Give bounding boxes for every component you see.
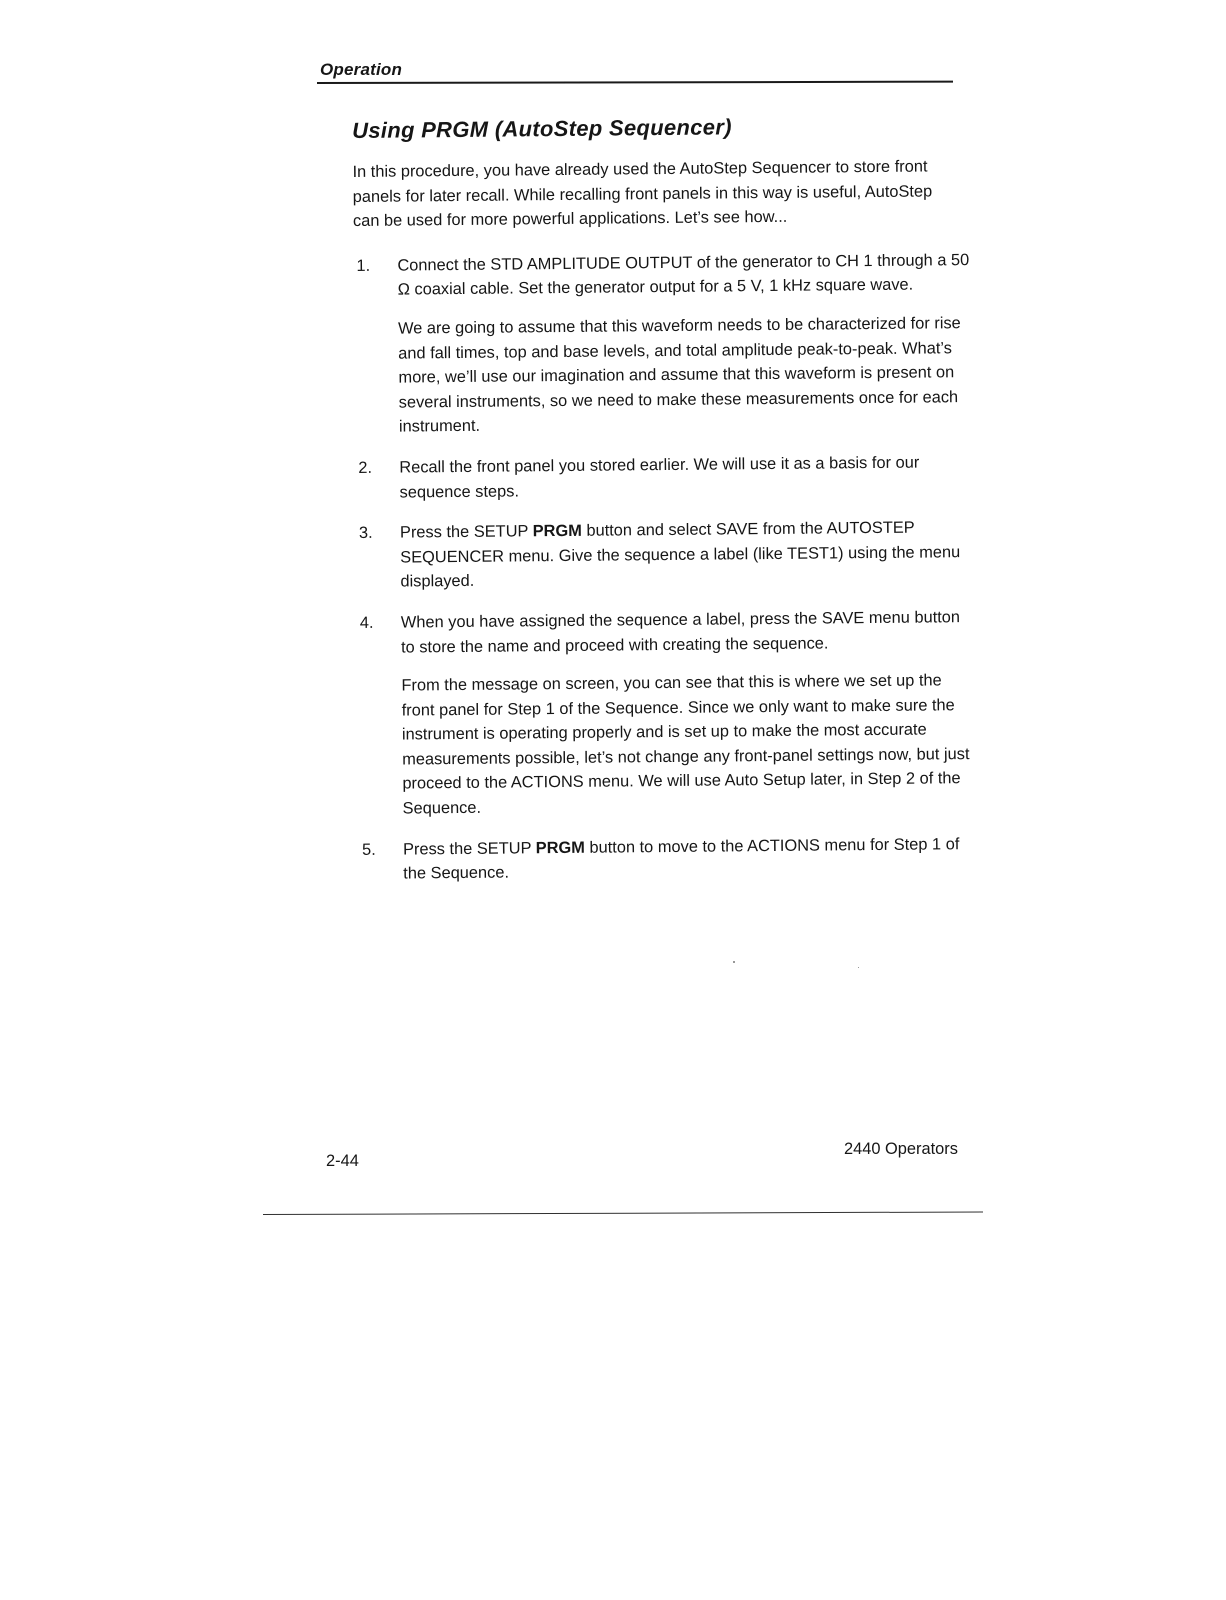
step-4	[357, 605, 979, 822]
procedure-steps	[353, 248, 979, 887]
header-rule	[317, 81, 953, 84]
step-text-before: Press the SETUP	[402, 838, 536, 859]
page-number: 2-44	[326, 1152, 359, 1170]
step-5	[359, 832, 979, 887]
intro-paragraph: In this procedure, you have already used the AutoStep Sequencer to store front panels for later recall. While recalling front panels in this way is useful, AutoStep can be used for more powerful applications. Let’s see how...	[352, 157, 933, 231]
section-title: Using PRGM (AutoStep Sequencer)	[352, 114, 732, 143]
step-text: When you have assigned the sequence a label, press the SAVE menu button to store the name and proceed with creating the sequence.	[400, 608, 961, 657]
step-1	[353, 248, 975, 440]
prgm-button-name: PRGM	[535, 838, 585, 857]
step-text-after: button to move to the ACTIONS menu for Step 1 of the Sequence.	[403, 834, 960, 883]
step-number: 2.	[358, 458, 373, 477]
step-text	[400, 515, 977, 594]
step-3	[356, 515, 977, 595]
step-number: 1.	[356, 256, 371, 275]
running-head: Operation	[320, 60, 403, 79]
step-text: Recall the front panel you stored earlier. We will use it as a basis for our sequence steps.	[399, 453, 920, 502]
step-number: 4.	[359, 613, 374, 632]
step-number: 5.	[361, 840, 376, 859]
scan-speck	[858, 967, 859, 968]
scan-speck	[733, 961, 735, 963]
step-text-before: Press the SETUP	[399, 522, 533, 542]
step-number: 3.	[358, 523, 373, 543]
footer-rule	[263, 1211, 983, 1215]
step-text: Connect the STD AMPLITUDE OUTPUT of the generator to CH 1 through a 50 Ω coaxial cable. Set the generator output for a 5 V, 1 kHz square wave.	[397, 250, 970, 299]
step-note: We are going to assume that this waveform needs to be characterized for rise and fall times, top and base levels, and total amplitude peak-to-peak. What’s more, we’ll use our imagination and assume that this waveform is present on several instruments, so we need to make these measurements once for each instrument.	[397, 314, 961, 436]
step-note: From the message on screen, you can see that this is where we set up the front panel for Step 1 of the Sequence. Since we only want to make sure the instrument is operating properly and is set up to make the most accurate measurements possible, let’s not change any front-panel settings now, but just proceed to the ACTIONS menu. We will use Auto Setup later, in Step 2 of the Sequence.	[401, 671, 970, 818]
step-text-after: button and select SAVE from the AUTOSTEP SEQUENCER menu. Give the sequence a label (like TEST1) using the menu displayed.	[400, 518, 961, 591]
step-text	[403, 832, 979, 887]
step-2	[355, 450, 975, 505]
prgm-button-name: PRGM	[532, 521, 582, 541]
page-content	[352, 112, 980, 903]
document-title: 2440 Operators	[844, 1140, 958, 1158]
